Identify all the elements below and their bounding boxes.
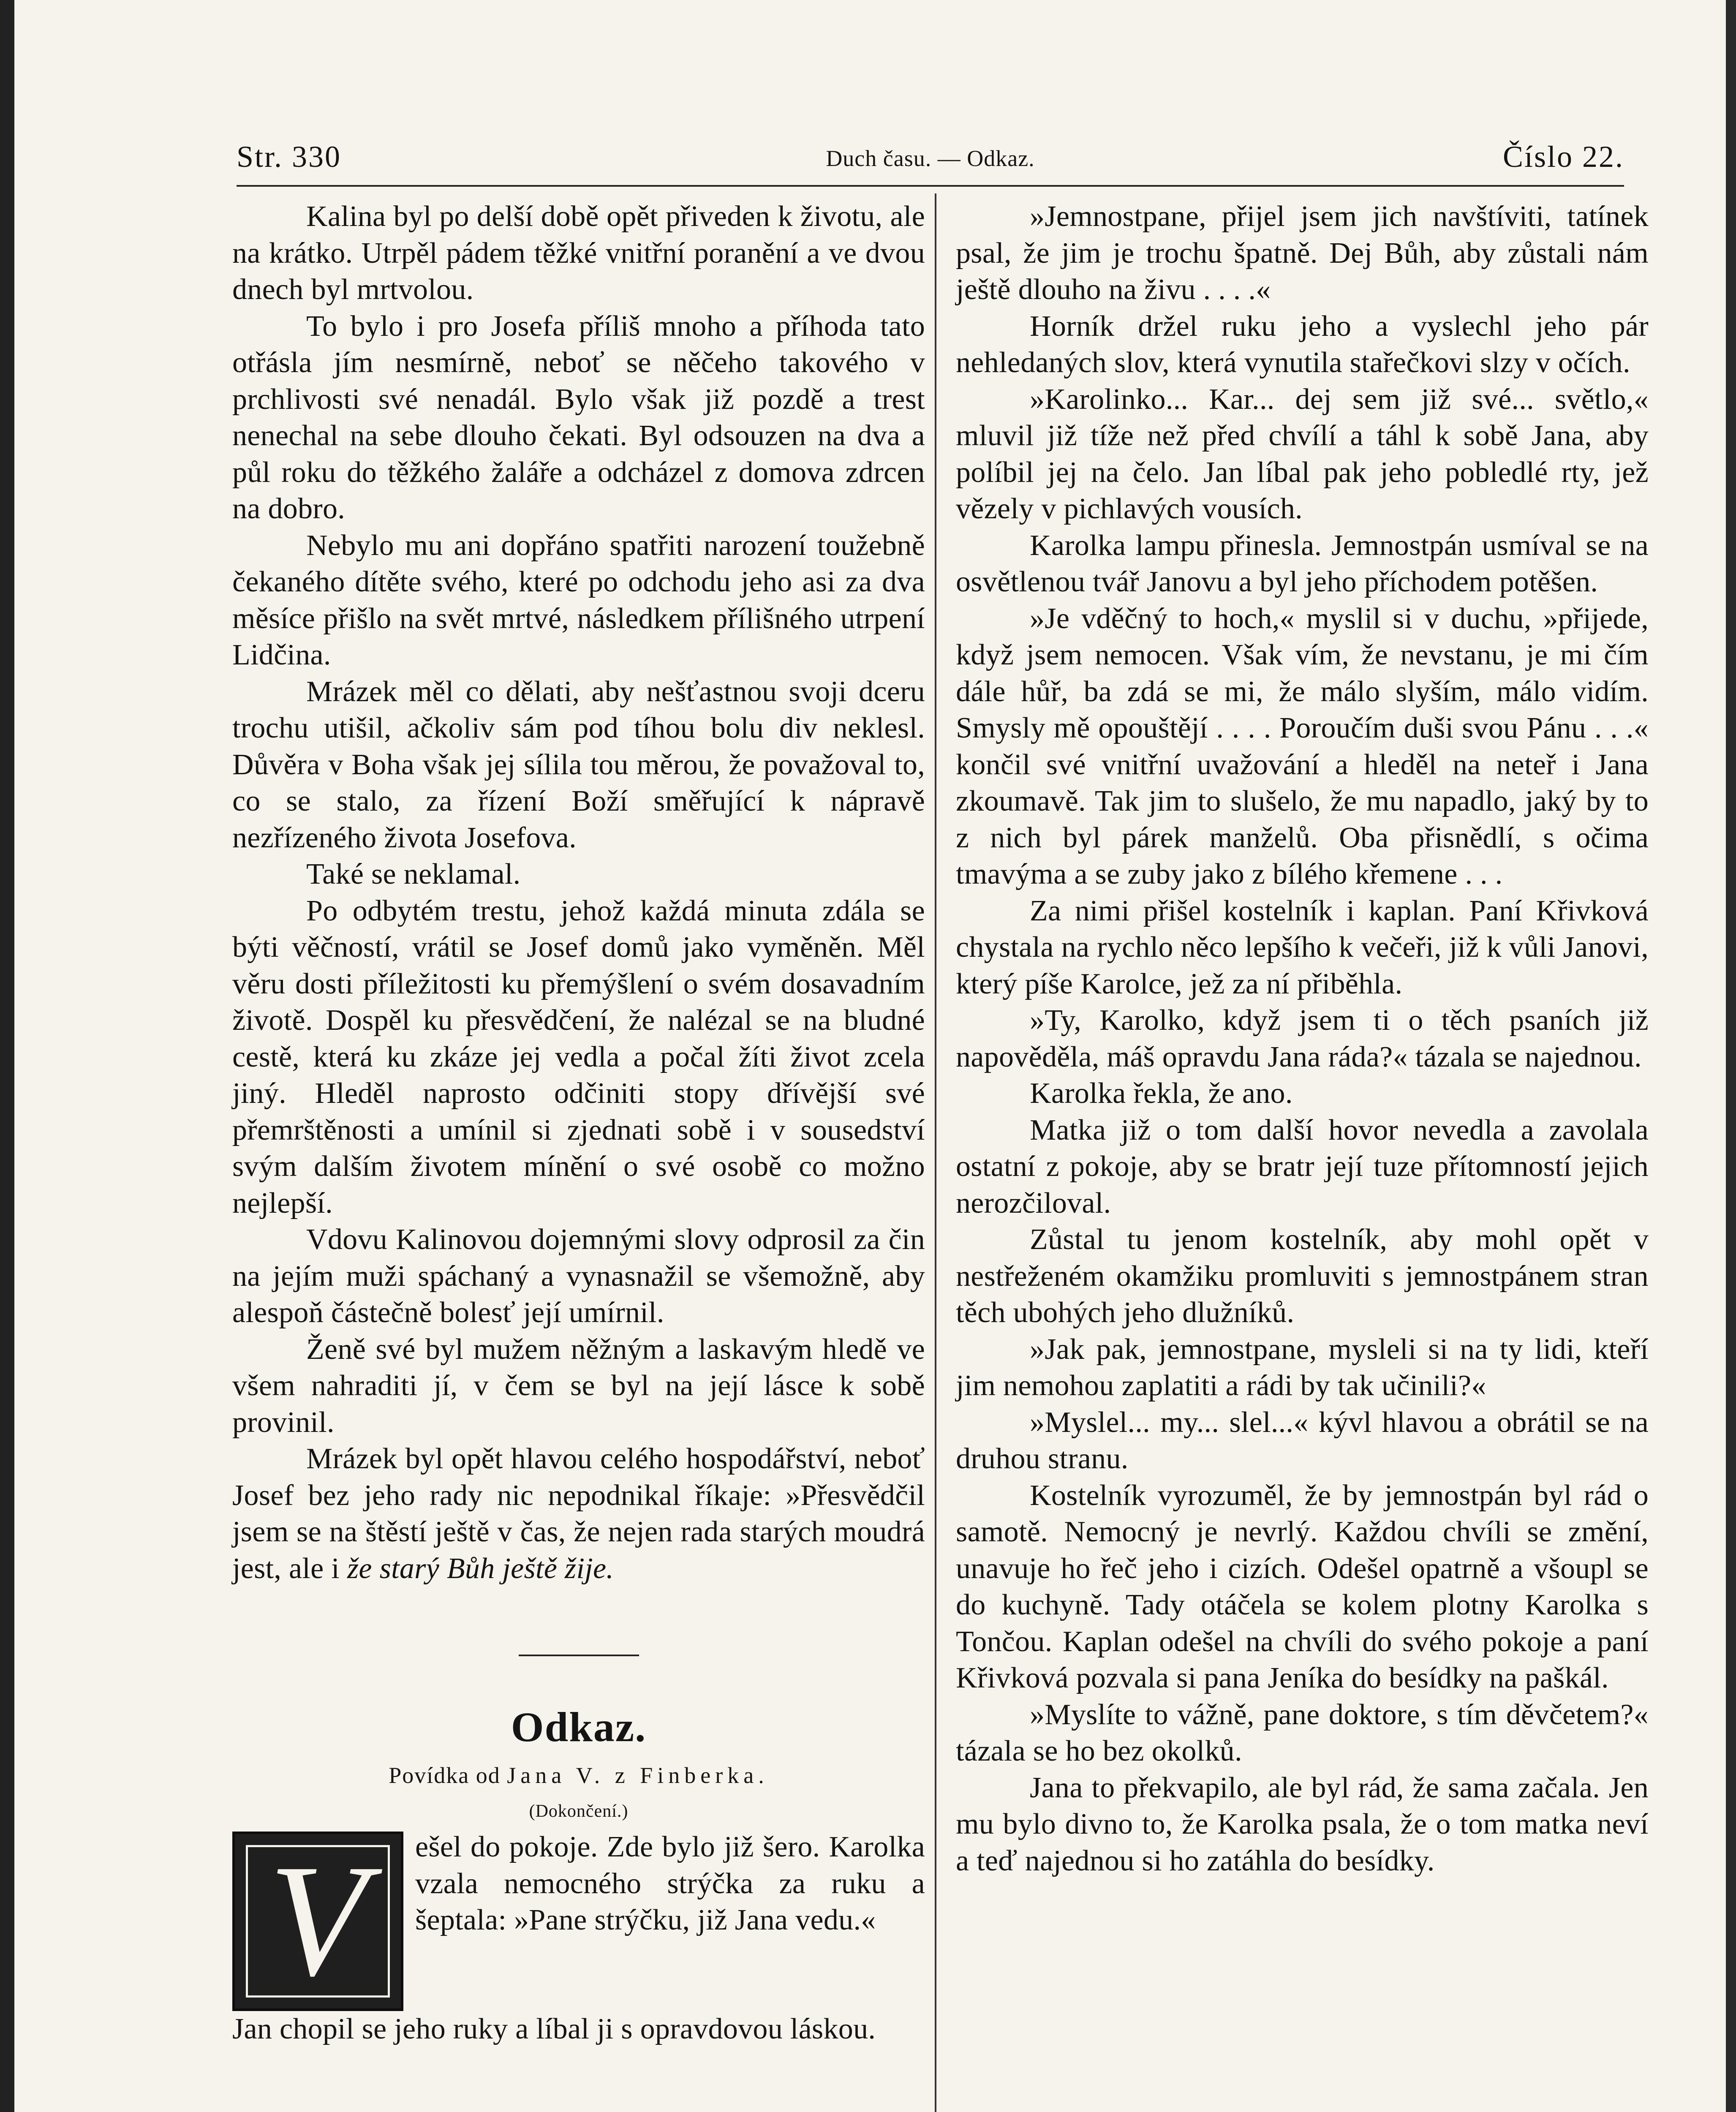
final-italic-phrase: že starý Bůh ještě žije.	[347, 1552, 614, 1585]
paragraph: Jan chopil se jeho ruky a líbal ji s opravdovou láskou.	[232, 2013, 876, 2045]
byline	[232, 1762, 925, 1788]
opening-paragraph: ešel do pokoje. Zde bylo již šero. Karolka vzala nemocného strýčka za ruku a šeptala: »Pane strýčku, již Jana vedu.«	[415, 1831, 925, 1936]
paragraph: »Jemnostpane, přijel jsem jich navštíviti, tatínek psal, že jim je trochu špatně. Dej Bůh, aby zůstali nám ještě dlouho na živu . . . .«	[956, 200, 1649, 306]
paragraph: Za nimi přišel kostelník i kaplan. Paní Křivková chystala na rychlo něco lepšího k večeři, již k vůli Janovi, který píše Karolce, jež za ní přiběhla.	[956, 894, 1649, 1000]
paragraph: Ženě své byl mužem něžným a laskavým hledě ve všem nahraditi jí, v čem se byl na její lásce k sobě provinil.	[232, 1333, 925, 1439]
paragraph: »Myslíte to vážně, pane doktore, s tím děvčetem?« tázala se ho bez okolků.	[956, 1698, 1649, 1767]
issue-number: Číslo 22.	[1502, 140, 1624, 174]
paragraph: Kostelník vyrozuměl, že by jemnostpán byl rád o samotě. Nemocný je nevrlý. Každou chvíli se změní, unavuje ho řeč jeho i cizích. Odešel opatrně a všoupl se do kuchyně. Tady otáčela se kolem plotny Karolka s Tončou. Kaplan odešel na chvíli do svého pokoje a paní Křivková pozvala si pana Jeníka do besídky na paškál.	[956, 1479, 1649, 1694]
scan-edge-left	[0, 0, 14, 2112]
byline-prefix: Povídka od	[389, 1763, 501, 1788]
continuation-note: (Dokončení.)	[529, 1802, 629, 1821]
story-opening	[232, 1829, 925, 2048]
paragraph: Mrázek měl co dělati, aby nešťastnou svoji dceru trochu utišil, ačkoliv sám pod tíhou bolu div neklesl. Důvěra v Boha však jej sílila tou měrou, že považoval to, co se stalo, za řízení Boží směřující k nápravě nezřízeného života Josefova.	[232, 675, 925, 854]
final-paragraph-text: Mrázek byl opět hlavou celého hospodářství, neboť Josef bez jeho rady nic nepodnikal říkaje: »Přesvědčil jsem se na štěstí ještě v čas, že nejen rada starých moudrá jest, ale i	[232, 1442, 925, 1585]
page-header	[237, 139, 1624, 186]
paragraph: Matka již o tom další hovor nevedla a zavolala ostatní z pokoje, aby se bratr její tuze přítomností jejich nerozčiloval.	[956, 1113, 1649, 1219]
byline-author: Jana V. z Finberka.	[507, 1763, 769, 1788]
page-number: Str. 330	[237, 140, 342, 174]
right-column	[956, 199, 1649, 2112]
paragraph: Po odbytém trestu, jehož každá minuta zdála se býti věčností, vrátil se Josef domů jako vyměněn. Měl věru dosti příležitosti ku přemýšlení o svém dosavadním životě. Dospěl ku přesvědčení, že nalézal se na bludné cestě, která ku zkáze jej vedla a počal žíti život zcela jiný. Hleděl naprosto odčiniti stopy dřívější své přemrštěnosti a umínil si zjednati sobě i v sousedství svým dalším životem mínění o své osobě co možno nejlepší.	[232, 894, 925, 1219]
section-separator	[519, 1655, 639, 1656]
paragraph: Vdovu Kalinovou dojemnými slovy odprosil za čin na jejím muži spáchaný a vynasnažil se všemožně, aby alespoň částečně bolesť její umírnil.	[232, 1223, 925, 1329]
paragraph: »Je vděčný to hoch,« myslil si v duchu, »přijede, když jsem nemocen. Však vím, že nevstanu, je mi čím dále hůř, ba zdá se mi, že málo slyším, málo vidím. Smysly mě opouštějí . . . . Poroučím duši svou Pánu . . .« končil své vnitřní uvažování a hleděl na neteř i Jana zkoumavě. Tak jim to slušelo, že mu napadlo, jaký by to z nich byl párek manželů. Oba přisnědlí, s očima tmavýma a se zuby jako z bílého křemene . . .	[956, 602, 1649, 890]
dropcap-letter: V	[269, 1832, 367, 2009]
paragraph: Horník držel ruku jeho a vyslechl jeho pár nehledaných slov, která vynutila stařečkovi slzy v očích.	[956, 310, 1649, 379]
paragraph: To bylo i pro Josefa příliš mnoho a příhoda tato otřásla jím nesmírně, neboť se něčeho takového v prchlivosti své nenadál. Bylo však již pozdě a trest nenechal na sebe dlouho čekati. Byl odsouzen na dva a půl roku do těžkého žaláře a odcházel z domova zdrcen na dobro.	[232, 310, 925, 525]
paragraph: Jana to překvapilo, ale byl rád, že sama začala. Jen mu bylo divno to, že Karolka psala, že o tom matka neví a teď najednou si ho zatáhla do besídky.	[956, 1771, 1649, 1877]
paragraph: Nebylo mu ani dopřáno spatřiti narození toužebně čekaného dítěte svého, které po odchodu jeho asi za dva měsíce přišlo na svět mrtvé, následkem přílišného utrpení Lidčina.	[232, 529, 925, 671]
column-divider	[935, 193, 936, 2112]
paragraph: »Jak pak, jemnostpane, mysleli si na ty lidi, kteří jim nemohou zaplatiti a rádi by tak učinili?«	[956, 1333, 1649, 1402]
paragraph: Karolka lampu přinesla. Jemnostpán usmíval se na osvětlenou tvář Janovu a byl jeho příchodem potěšen.	[956, 529, 1649, 598]
paragraph: Zůstal tu jenom kostelník, aby mohl opět v nestřeženém okamžiku promluviti s jemnostpánem stran těch ubohých jeho dlužníků.	[956, 1223, 1649, 1329]
running-title: Duch času. — Odkaz.	[826, 146, 1035, 171]
ornamental-dropcap	[232, 1832, 403, 2011]
paragraph: Také se neklamal.	[306, 858, 521, 890]
left-column	[232, 199, 925, 2112]
paragraph: Karolka řekla, že ano.	[1030, 1077, 1293, 1110]
paragraph: »Myslel... my... slel...« kývl hlavou a obrátil se na druhou stranu.	[956, 1406, 1649, 1475]
header-rule	[237, 185, 1624, 187]
scan-edge-right	[1726, 0, 1736, 2112]
paragraph: »Ty, Karolko, když jsem ti o těch psaních již napověděla, máš opravdu Jana ráda?« tázala se najednou.	[956, 1004, 1649, 1073]
final-paragraph	[232, 1441, 925, 1587]
paragraph: »Karolinko... Kar... dej sem již své... světlo,« mluvil již tíže než před chvílí a táhl k sobě Jana, aby políbil jej na čelo. Jan líbal pak jeho pobledlé rty, jež vězely v pichlavých vousích.	[956, 383, 1649, 525]
paragraph: Kalina byl po delší době opět přiveden k životu, ale na krátko. Utrpěl pádem těžké vnitřní poranění a ve dvou dnech byl mrtvolou.	[232, 200, 925, 306]
story-title: Odkaz.	[511, 1704, 647, 1750]
